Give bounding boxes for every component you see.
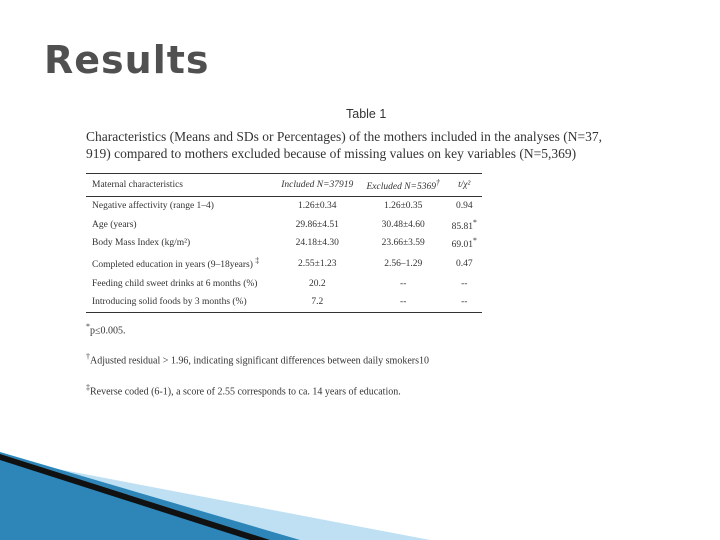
table-row: [86, 216, 482, 235]
cell-included: 1.26±0.34: [298, 201, 337, 212]
footnote: [86, 350, 486, 367]
significance-mark: *: [472, 217, 477, 227]
footnote: [86, 320, 486, 337]
row-label-mark: ‡: [255, 256, 260, 266]
table-header-row: [86, 174, 482, 197]
cell-excluded: 2.56–1.29: [384, 258, 423, 269]
cell-excluded: --: [400, 297, 407, 308]
table-row: [86, 197, 482, 216]
header-excluded-text: Excluded N=5369: [366, 182, 436, 193]
table-row: [86, 293, 482, 312]
cell-statistic: 0.94: [455, 201, 473, 212]
footnote-mark: †: [86, 352, 90, 362]
row-label: [86, 253, 275, 275]
table-row: [86, 275, 482, 294]
cell-statistic: [447, 216, 482, 235]
cell-statistic: --: [461, 297, 468, 308]
cell-statistic-value: 85.81: [451, 221, 473, 232]
cell-included: 7.2: [311, 297, 324, 308]
cell-statistic: [447, 234, 482, 253]
cell-excluded: --: [400, 278, 407, 289]
significance-mark: *: [472, 236, 477, 246]
cell-included: 29.86±4.51: [295, 219, 339, 230]
characteristics-table: [86, 173, 482, 313]
header-characteristic: Maternal characteristics: [86, 174, 275, 197]
footnote-text: Reverse coded (6-1), a score of 2.55 corresponds to ca. 14 years of education.: [90, 385, 401, 397]
header-excluded-mark: †: [435, 177, 440, 187]
row-label: Age (years): [92, 219, 137, 230]
row-label-text: Completed education in years (9–18years): [92, 260, 253, 271]
header-statistic: t/χ²: [447, 174, 482, 197]
table-footnotes: [86, 320, 486, 411]
table-row: [86, 253, 482, 275]
row-label: Feeding child sweet drinks at 6 months (%): [92, 278, 258, 289]
row-label: Negative affectivity (range 1–4): [92, 201, 214, 212]
cell-included: 20.2: [308, 278, 326, 289]
footnote-text: Adjusted residual > 1.96, indicating significant differences between daily smokers10: [90, 355, 429, 367]
cell-excluded: 1.26±0.35: [383, 201, 423, 212]
table-description: Characteristics (Means and SDs or Percentages) of the mothers included in the analyses (N=37, 919) compared to mothers excluded because of missing values on key variables (N=5,369): [86, 129, 602, 161]
table-caption: Table 1: [346, 107, 387, 121]
header-excluded: [360, 174, 447, 197]
cell-statistic: 0.47: [455, 258, 473, 269]
footnote-mark: ‡: [86, 382, 90, 392]
slide-title: Results: [44, 38, 210, 82]
cell-included: 24.18±4.30: [295, 238, 339, 249]
cell-statistic: --: [461, 278, 468, 289]
cell-excluded: 30.48±4.60: [381, 219, 425, 230]
footnote-text: p≤0.005.: [90, 325, 126, 337]
cell-excluded: 23.66±3.59: [381, 238, 425, 249]
row-label: Introducing solid foods by 3 months (%): [92, 297, 247, 308]
footer-decoration: [0, 440, 720, 540]
cell-included: 2.55±1.23: [298, 258, 337, 269]
table-row: [86, 234, 482, 253]
header-included: Included N=37919: [275, 174, 360, 197]
cell-statistic-value: 69.01: [451, 240, 473, 251]
footnote-mark: *: [86, 322, 90, 331]
footnote: [86, 381, 486, 398]
row-label: Body Mass Index (kg/m²): [92, 238, 191, 249]
